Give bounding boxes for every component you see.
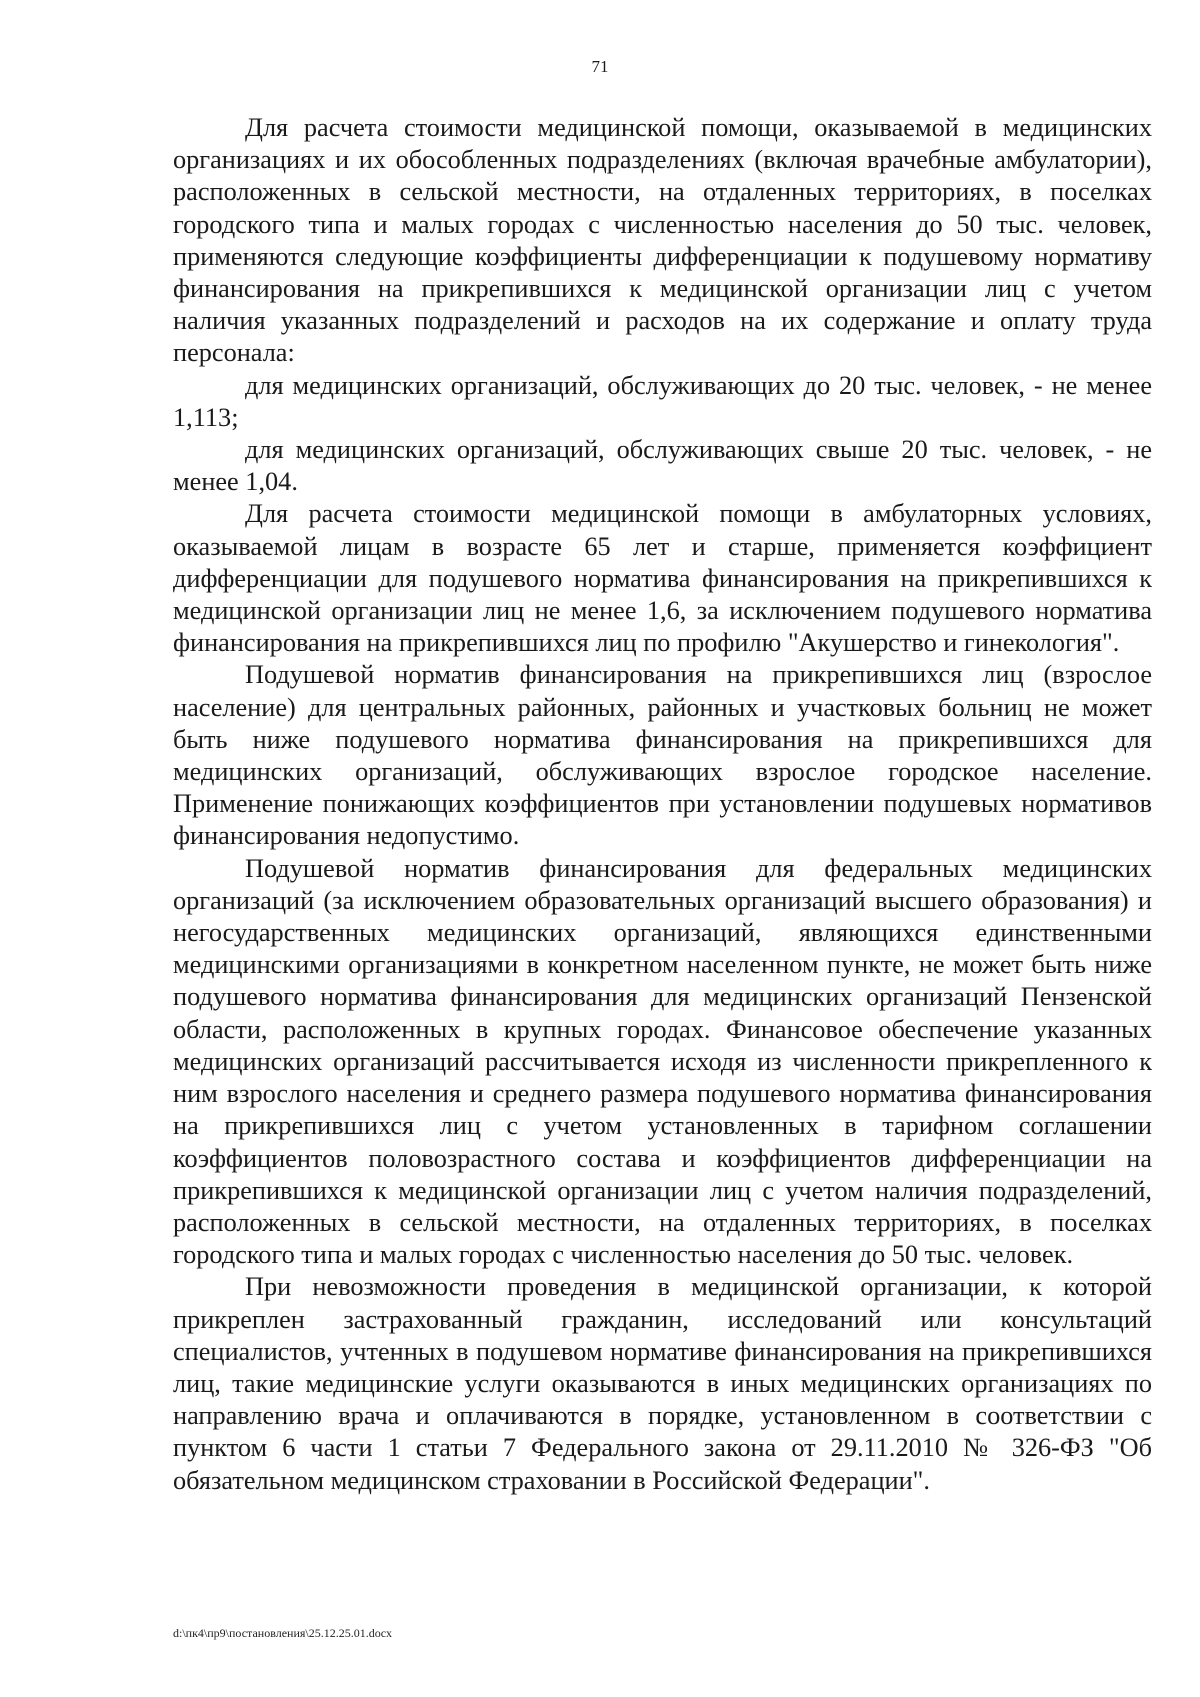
paragraph-district-hospitals: Подушевой норматив финансирования на прикрепившихся лиц (взрослое население) для центральных районных, районных и участковых больниц не может быть ниже подушевого норматива финансирования на прикрепившихся для медицинских организаций, обслуживающих взрослое городское население. Применение понижающих коэффициентов при установлении подушевых нормативов финансирования недопустимо.	[173, 660, 1152, 851]
footer-file-path: d:\пк4\пр9\постановления\25.12.25.01.docx	[173, 1626, 393, 1640]
page-number: 71	[591, 57, 609, 76]
paragraph-coefficient-up-to-20k: для медицинских организаций, обслуживающих до 20 тыс. человек, - не менее 1,113;	[173, 370, 1152, 432]
paragraph-age-65-coefficient: Для расчета стоимости медицинской помощи в амбулаторных условиях, оказываемой лицам в возрасте 65 лет и старше, применяется коэффициент дифференциации для подушевого норматива финансирования на прикрепившихся к медицинской организации лиц не менее 1,6, за исключением подушевого норматива финансирования на прикрепившихся лиц по профилю "Акушерство и гинекология".	[173, 499, 1152, 658]
paragraph-external-services: При невозможности проведения в медицинской организации, к которой прикреплен застрахованный гражданин, исследований или консультаций специалистов, учтенных в подушевом нормативе финансирования на прикрепившихся лиц, такие медицинские услуги оказываются в иных медицинских организациях по направлению врача и оплачиваются в порядке, установленном в соответствии с пунктом 6 части 1 статьи 7 Федерального закона от 29.11.2010 № 326-ФЗ "Об обязательном медицинском страховании в Российской Федерации".	[173, 1272, 1152, 1495]
paragraph-coefficients-intro: Для расчета стоимости медицинской помощи, оказываемой в медицинских организациях и их обособленных подразделениях (включая врачебные амбулатории), расположенных в сельской местности, на отдаленных территориях, в поселках городского типа и малых городах с численностью населения до 50 тыс. человек, применяются следующие коэффициенты дифференциации к подушевому нормативу финансирования на прикрепившихся к медицинской организации лиц с учетом наличия указанных подразделений и расходов на их содержание и оплату труда персонала:	[173, 113, 1152, 368]
paragraph-coefficient-over-20k: для медицинских организаций, обслуживающих свыше 20 тыс. человек, - не менее 1,04.	[173, 435, 1152, 497]
document-body	[173, 112, 1152, 1497]
paragraph-federal-organizations: Подушевой норматив финансирования для федеральных медицинских организаций (за исключением образовательных организаций высшего образования) и негосударственных медицинских организаций, являющихся единственными медицинскими организациями в конкретном населенном пункте, не может быть ниже подушевого норматива финансирования для медицинских организаций Пензенской области, расположенных в крупных городах. Финансовое обеспечение указанных медицинских организаций рассчитывается исходя из численности прикрепленного к ним взрослого населения и среднего размера подушевого норматива финансирования на прикрепившихся лиц с учетом установленных в тарифном соглашении коэффициентов половозрастного состава и коэффициентов дифференциации на прикрепившихся к медицинской организации лиц с учетом наличия подразделений, расположенных в сельской местности, на отдаленных территориях, в поселках городского типа и малых городах с численностью населения до 50 тыс. человек.	[173, 853, 1152, 1270]
